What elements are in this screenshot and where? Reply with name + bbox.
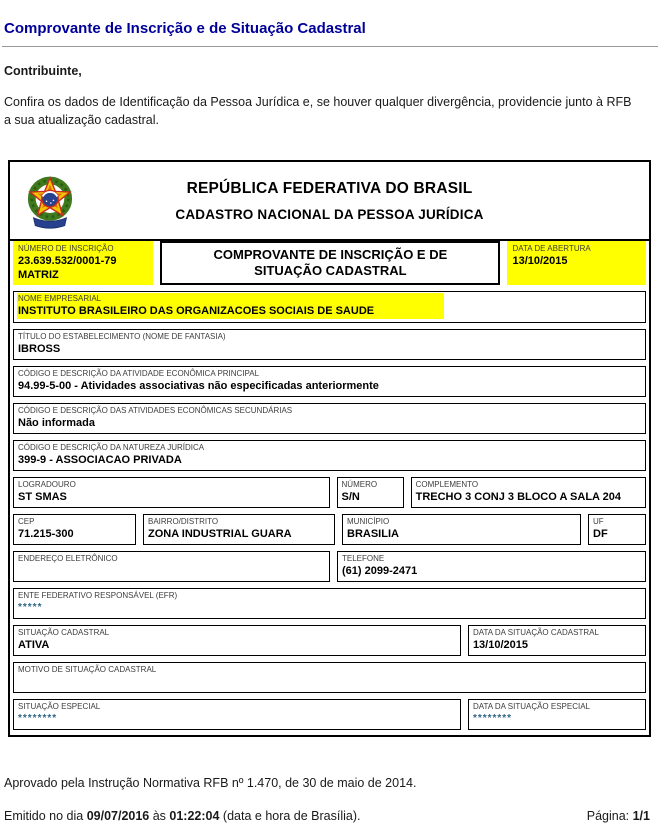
salutation-text: Contribuinte, bbox=[4, 64, 82, 78]
field-numero bbox=[337, 477, 404, 508]
row-atividade-principal bbox=[13, 366, 646, 397]
field-label: BAIRRO/DISTRITO bbox=[148, 517, 219, 526]
certificate-header bbox=[10, 162, 649, 241]
row-contato bbox=[13, 551, 646, 582]
field-situacao-especial bbox=[13, 699, 461, 730]
field-atividades-secundarias bbox=[13, 403, 646, 434]
field-value: S/N bbox=[341, 491, 360, 503]
field-value: 23.639.532/0001-79 bbox=[18, 255, 117, 267]
field-label: SITUAÇÃO CADASTRAL bbox=[18, 628, 110, 637]
field-value: 94.99-5-00 - Atividades associativas não especificadas anteriormente bbox=[18, 380, 379, 392]
emission-time: 01:22:04 bbox=[169, 809, 220, 823]
field-label: DATA DE ABERTURA bbox=[512, 244, 591, 253]
field-value: 71.215-300 bbox=[18, 528, 74, 540]
field-label: MUNICÍPIO bbox=[347, 517, 390, 526]
row-endereco bbox=[13, 477, 646, 508]
page-indicator-value: 1/1 bbox=[632, 809, 650, 823]
field-atividade-principal bbox=[13, 366, 646, 397]
field-label: CÓDIGO E DESCRIÇÃO DA NATUREZA JURÍDICA bbox=[18, 443, 205, 452]
certificate-title: COMPROVANTE DE INSCRIÇÃO E DE SITUAÇÃO CADASTRAL bbox=[160, 241, 500, 285]
field-endereco-eletronico bbox=[13, 551, 330, 582]
divider bbox=[2, 46, 658, 47]
page-indicator bbox=[587, 809, 650, 823]
emission-text bbox=[4, 809, 361, 823]
field-nome-empresarial bbox=[13, 291, 646, 323]
intro-text: Confira os dados de Identificação da Pessoa Jurídica e, se houver qualquer divergência, providencie junto à RFB a sua atualização cadastral. bbox=[4, 95, 632, 127]
field-value: ATIVA bbox=[18, 639, 50, 651]
field-bairro-distrito bbox=[143, 514, 335, 545]
field-value: 13/10/2015 bbox=[512, 255, 568, 267]
field-data-abertura bbox=[507, 241, 646, 285]
field-value: ZONA INDUSTRIAL GUARA bbox=[148, 528, 292, 540]
field-municipio bbox=[342, 514, 581, 545]
field-label: DATA DA SITUAÇÃO CADASTRAL bbox=[472, 628, 599, 637]
field-situacao-cadastral bbox=[13, 625, 461, 656]
field-data-situacao-cadastral bbox=[468, 625, 646, 656]
emission-suffix: (data e hora de Brasília). bbox=[219, 809, 361, 823]
page-indicator-label: Página: bbox=[586, 809, 633, 823]
field-value: TRECHO 3 CONJ 3 BLOCO A SALA 204 bbox=[415, 491, 621, 503]
field-titulo-estabelecimento bbox=[13, 329, 646, 360]
field-label: MOTIVO DE SITUAÇÃO CADASTRAL bbox=[18, 665, 157, 674]
field-numero-inscricao bbox=[13, 241, 153, 285]
row-cep-bairro-municipio bbox=[13, 514, 646, 545]
row-efr bbox=[13, 588, 646, 619]
row-inscription bbox=[13, 241, 646, 285]
field-label: CEP bbox=[18, 517, 35, 526]
highlight-band bbox=[17, 293, 444, 319]
emission-date: 09/07/2016 bbox=[86, 809, 150, 823]
field-telefone bbox=[337, 551, 646, 582]
field-subvalue: MATRIZ bbox=[18, 269, 59, 281]
field-value: DF bbox=[593, 528, 608, 540]
field-value: (61) 2099-2471 bbox=[341, 565, 418, 577]
field-label: DATA DA SITUAÇÃO ESPECIAL bbox=[472, 702, 591, 711]
field-label: NÚMERO bbox=[341, 480, 378, 489]
field-label: TELEFONE bbox=[341, 554, 385, 563]
field-label: NÚMERO DE INSCRIÇÃO bbox=[18, 244, 114, 253]
field-logradouro bbox=[13, 477, 330, 508]
field-efr bbox=[13, 588, 646, 619]
row-natureza-juridica bbox=[13, 440, 646, 471]
field-motivo-situacao bbox=[13, 662, 646, 693]
field-label: TÍTULO DO ESTABELECIMENTO (NOME DE FANTASIA) bbox=[18, 332, 226, 341]
emission-middle: às bbox=[149, 809, 170, 823]
row-atividades-secundarias bbox=[13, 403, 646, 434]
emission-line bbox=[4, 809, 650, 823]
country-title: REPÚBLICA FEDERATIVA DO BRASIL bbox=[186, 179, 473, 197]
field-label: UF bbox=[593, 517, 604, 526]
emission-prefix: Emitido no dia bbox=[4, 809, 87, 823]
field-label: ENDEREÇO ELETRÔNICO bbox=[18, 554, 118, 563]
field-value: ST SMAS bbox=[18, 491, 67, 503]
certificate-header-titles bbox=[10, 162, 649, 239]
field-value: Não informada bbox=[18, 417, 96, 429]
field-label: CÓDIGO E DESCRIÇÃO DAS ATIVIDADES ECONÔMICAS SECUNDÁRIAS bbox=[18, 406, 293, 415]
field-value: 399-9 - ASSOCIACAO PRIVADA bbox=[18, 454, 182, 466]
field-value: ***** bbox=[18, 602, 43, 613]
field-data-situacao-especial bbox=[468, 699, 646, 730]
field-uf bbox=[588, 514, 646, 545]
field-value: ******** bbox=[472, 713, 513, 724]
approval-note: Aprovado pela Instrução Normativa RFB nº 1.470, de 30 de maio de 2014. bbox=[4, 776, 417, 790]
field-label: LOGRADOURO bbox=[18, 480, 76, 489]
row-situacao-especial bbox=[13, 699, 646, 730]
field-value: 13/10/2015 bbox=[472, 639, 528, 651]
registry-title: CADASTRO NACIONAL DA PESSOA JURÍDICA bbox=[175, 206, 484, 222]
field-cep bbox=[13, 514, 136, 545]
certificate-box bbox=[8, 160, 651, 737]
row-nome-empresarial bbox=[13, 291, 646, 323]
field-label: ENTE FEDERATIVO RESPONSÁVEL (EFR) bbox=[18, 591, 178, 600]
row-titulo-estabelecimento bbox=[13, 329, 646, 360]
field-value: IBROSS bbox=[18, 343, 61, 355]
field-label: CÓDIGO E DESCRIÇÃO DA ATIVIDADE ECONÔMICA PRINCIPAL bbox=[18, 369, 260, 378]
field-value: BRASILIA bbox=[347, 528, 399, 540]
field-complemento bbox=[411, 477, 646, 508]
page-title: Comprovante de Inscrição e de Situação Cadastral bbox=[4, 20, 366, 37]
row-motivo-situacao bbox=[13, 662, 646, 693]
field-value: ******** bbox=[18, 713, 58, 724]
field-value: INSTITUTO BRASILEIRO DAS ORGANIZACOES SOCIAIS DE SAUDE bbox=[18, 305, 375, 317]
field-natureza-juridica bbox=[13, 440, 646, 471]
row-situacao-cadastral bbox=[13, 625, 646, 656]
field-label: SITUAÇÃO ESPECIAL bbox=[18, 702, 101, 711]
field-label: NOME EMPRESARIAL bbox=[18, 294, 102, 303]
field-label: COMPLEMENTO bbox=[415, 480, 479, 489]
